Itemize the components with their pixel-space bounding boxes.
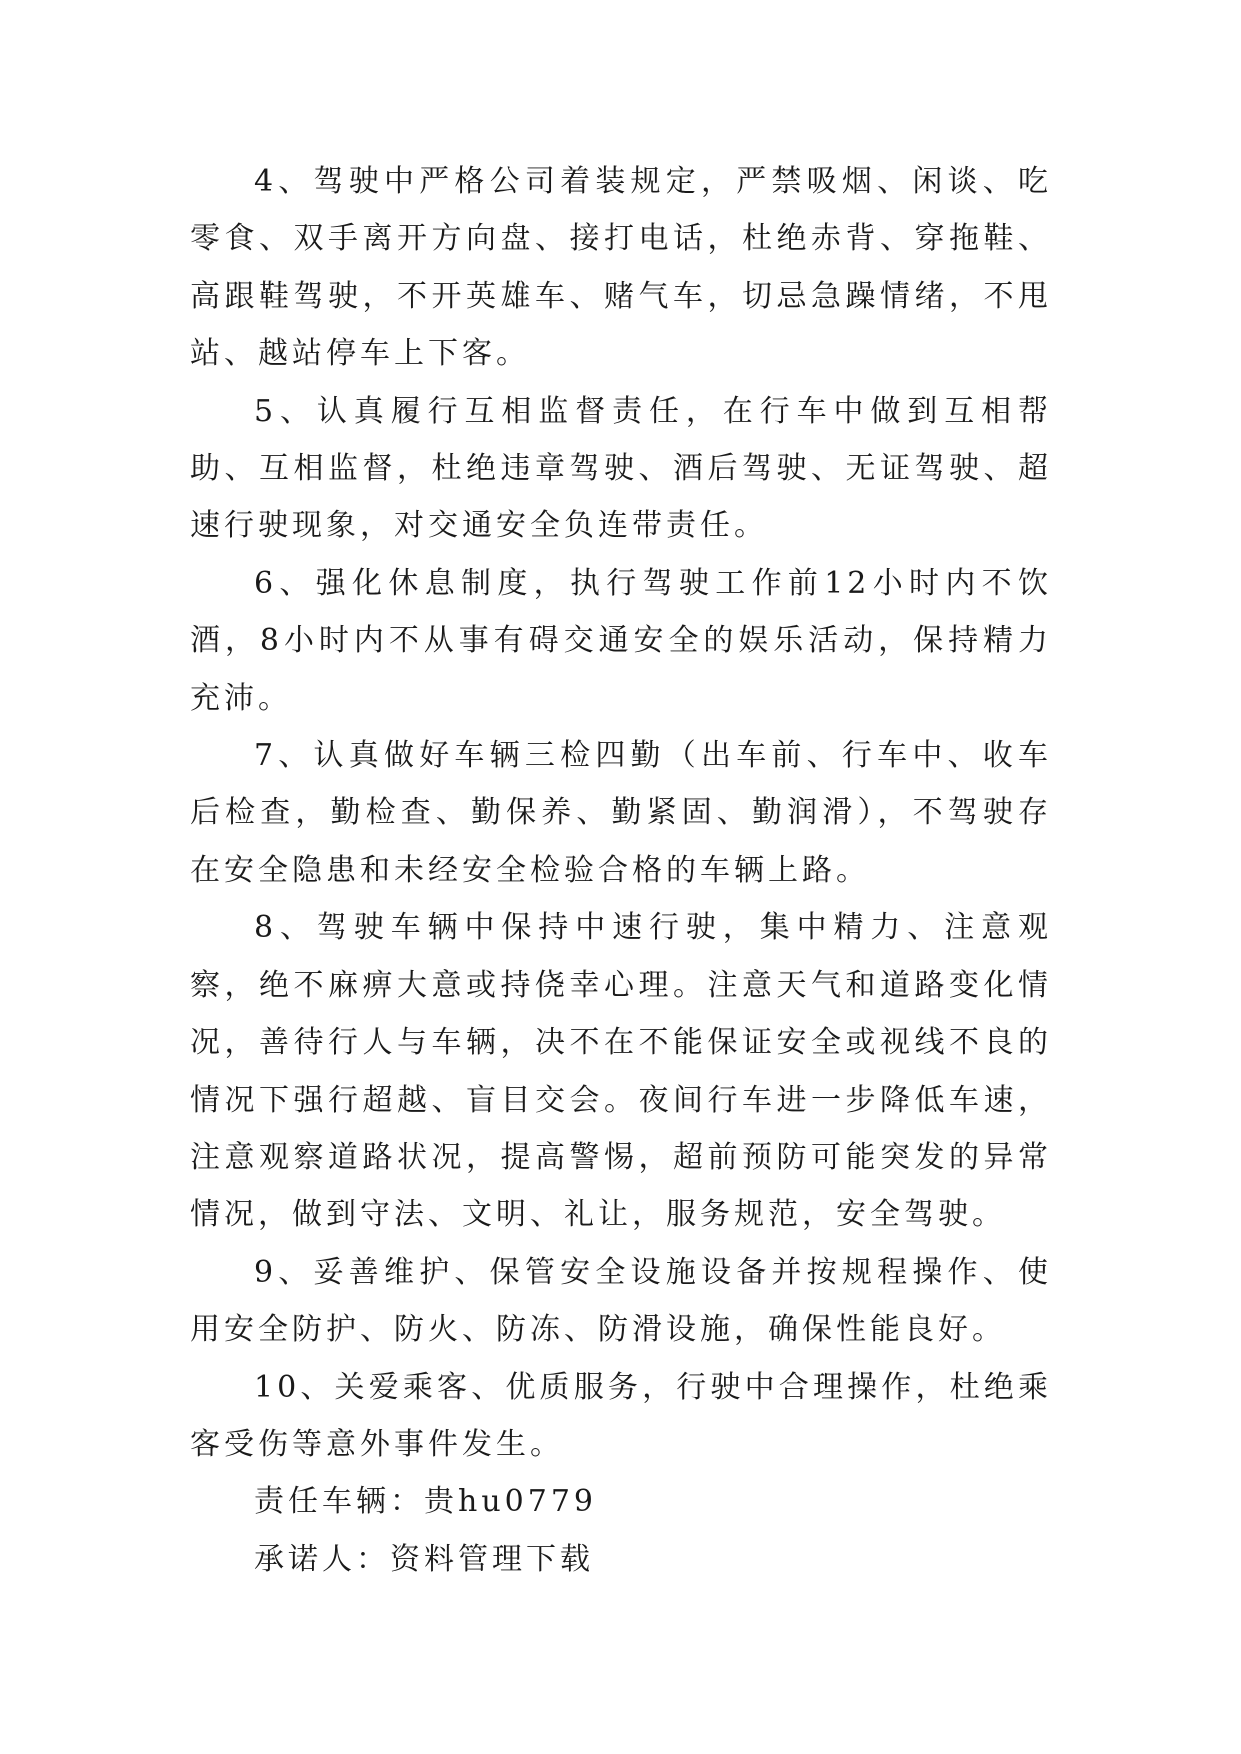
responsible-vehicle-line: 责任车辆：贵hu0779 — [254, 1484, 597, 1520]
clause-7: 7、认真做好车辆三检四勤（出车前、行车中、收车后检查，勤检查、勤保养、勤紧固、勤润滑），不驾驶存在安全隐患和未经安全检验合格的车辆上路。 — [190, 738, 1052, 888]
clause-6: 6、强化休息制度，执行驾驶工作前12小时内不饮酒，8小时内不从事有碍交通安全的娱乐活动，保持精力充沛。 — [190, 565, 1052, 716]
clause-5: 5、认真履行互相监督责任，在行车中做到互相帮助、互相监督，杜绝违章驾驶、酒后驾驶、无证驾驶、超速行驶现象，对交通安全负连带责任。 — [190, 393, 1052, 544]
clause-8: 8、驾驶车辆中保持中速行驶，集中精力、注意观察，绝不麻痹大意或持侥幸心理。注意天气和道路变化情况，善待行人与车辆，决不在不能保证安全或视线不良的情况下强行超越、盲目交会。夜间行车进一步降低车速，注意观察道路状况，提高警惕，超前预防可能突发的异常情况，做到守法、文明、礼让，服务规范，安全驾驶。 — [190, 910, 1052, 1233]
promisor-line: 承诺人：资料管理下载 — [254, 1541, 594, 1577]
clause-4: 4、驾驶中严格公司着装规定，严禁吸烟、闲谈、吃零食、双手离开方向盘、接打电话，杜绝赤背、穿拖鞋、高跟鞋驾驶，不开英雄车、赌气车，切忌急躁情绪，不甩站、越站停车上下客。 — [190, 164, 1052, 372]
clause-10: 10、关爱乘客、优质服务，行驶中合理操作，杜绝乘客受伤等意外事件发生。 — [190, 1369, 1052, 1462]
document-body — [190, 153, 1052, 1588]
clause-9: 9、妥善维护、保管安全设施设备并按规程操作、使用安全防护、防火、防冻、防滑设施，确保性能良好。 — [190, 1254, 1052, 1348]
